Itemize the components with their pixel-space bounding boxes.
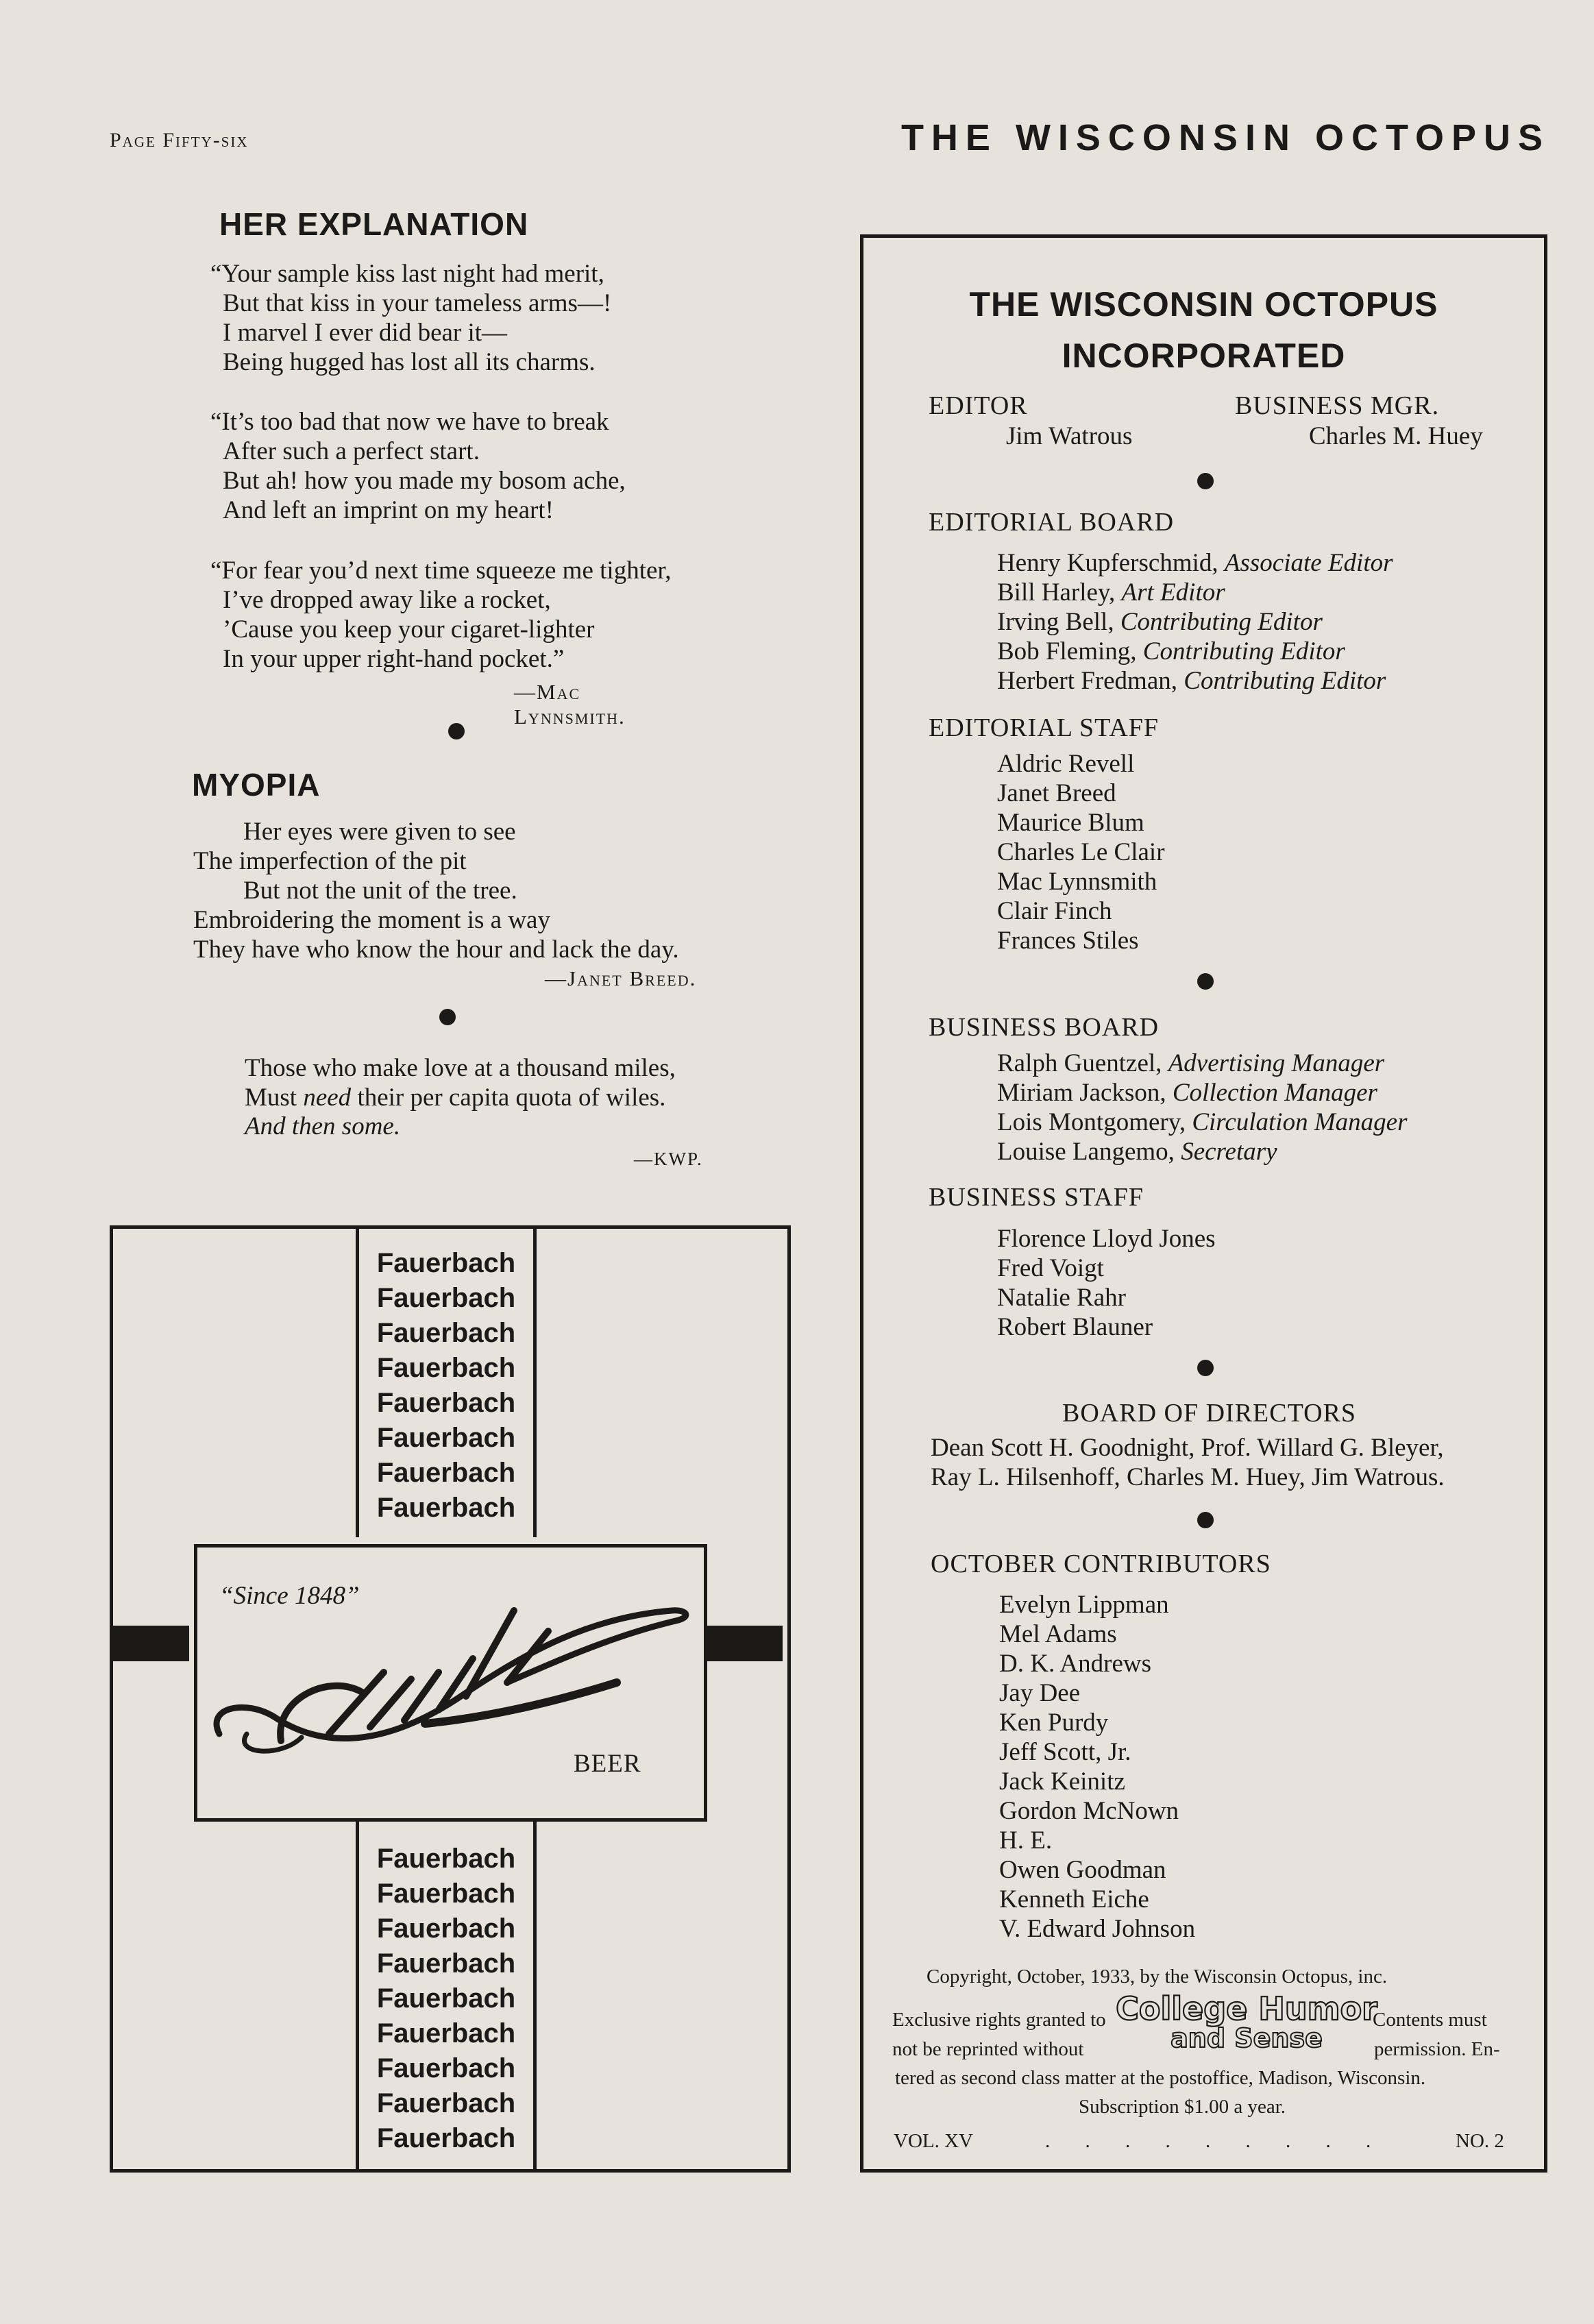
editor-label: EDITOR (929, 391, 1028, 420)
brand-word: Fauerbach (376, 2123, 516, 2153)
product-label: BEER (574, 1750, 641, 1778)
editorial-staff-heading: EDITORIAL STAFF (929, 713, 1160, 742)
poem-line: Being hugged has lost all its charms. (223, 348, 596, 376)
poem-line: Must need their per capita quota of wiles. (245, 1084, 666, 1112)
board-member: Louise Langemo, Secretary (997, 1138, 1277, 1166)
brand-stack-bottom (356, 1821, 537, 2173)
staff-member: Florence Lloyd Jones (997, 1225, 1216, 1253)
board-member: Bill Harley, Art Editor (997, 578, 1225, 607)
contributor: Jeff Scott, Jr. (999, 1738, 1131, 1766)
contributor: V. Edward Johnson (999, 1915, 1196, 1943)
fauerbach-script-logo (206, 1563, 699, 1768)
copyright-line: Copyright, October, 1933, by the Wisconsin Octopus, inc. (927, 1966, 1388, 1987)
rights-text: Exclusive rights granted to (892, 2009, 1106, 2031)
section-bullet (1197, 973, 1214, 990)
section-bullet (1197, 1512, 1214, 1528)
contributor: H. E. (999, 1826, 1053, 1855)
brand-word: Fauerbach (376, 1248, 516, 1278)
brand-word: Fauerbach (376, 1353, 516, 1383)
poem-author: —Janet Breed. (545, 966, 697, 990)
brand-word: Fauerbach (376, 1913, 516, 1944)
masthead-title: THE WISCONSIN OCTOPUS (969, 285, 1438, 323)
directors-line: Dean Scott H. Goodnight, Prof. Willard G. Bleyer, (931, 1434, 1444, 1462)
poem-line: After such a perfect start. (223, 437, 480, 465)
staff-member: Maurice Blum (997, 809, 1144, 837)
poem-line: Her eyes were given to see (243, 818, 516, 846)
brand-word: Fauerbach (376, 1423, 516, 1453)
brand-word: Fauerbach (376, 1493, 516, 1523)
poem-line: “Your sample kiss last night had merit, (210, 260, 604, 288)
contributor: Kenneth Eiche (999, 1885, 1149, 1913)
poem-title-her-explanation: HER EXPLANATION (219, 206, 529, 242)
business-staff-heading: BUSINESS STAFF (929, 1183, 1144, 1212)
logo-bar-left (110, 1626, 189, 1661)
poem-line: And left an imprint on my heart! (223, 496, 554, 524)
contributor: Jay Dee (999, 1679, 1081, 1707)
poem-line: Those who make love at a thousand miles, (245, 1054, 676, 1082)
brand-word: Fauerbach (376, 2018, 516, 2048)
issue-number: NO. 2 (1456, 2130, 1504, 2152)
page-number: Page Fifty-six (110, 129, 249, 151)
svg-text:College Humor: College Humor (1116, 1990, 1377, 2027)
staff-member: Mac Lynnsmith (997, 868, 1157, 896)
directors-line: Ray L. Hilsenhoff, Charles M. Huey, Jim Watrous. (931, 1463, 1445, 1491)
staff-member: Natalie Rahr (997, 1284, 1126, 1312)
board-member: Henry Kupferschmid, Associate Editor (997, 549, 1393, 577)
masthead-subtitle: INCORPORATED (1062, 337, 1346, 375)
section-bullet (1197, 1360, 1214, 1376)
board-member: Irving Bell, Contributing Editor (997, 608, 1323, 636)
section-bullet (439, 1009, 456, 1025)
since-tagline: “Since 1848” (219, 1582, 360, 1610)
board-member: Bob Fleming, Contributing Editor (997, 637, 1345, 665)
svg-text:and Sense: and Sense (1170, 2023, 1323, 2053)
rights-text: permission. En- (1374, 2038, 1500, 2060)
poem-line: But that kiss in your tameless arms—! (223, 289, 612, 317)
poem-line: And then some. (245, 1112, 401, 1140)
volume-leader-dots: . . . . . . . . . (1045, 2130, 1386, 2152)
poem-line: The imperfection of the pit (193, 847, 467, 875)
volume-label: VOL. XV (894, 2130, 973, 2152)
staff-member: Frances Stiles (997, 927, 1139, 955)
poem-line: I marvel I ever did bear it— (223, 319, 508, 347)
brand-word: Fauerbach (376, 1879, 516, 1909)
brand-stack-top (356, 1225, 537, 1537)
poem-line: But ah! how you made my bosom ache, (223, 467, 626, 495)
contributor: Mel Adams (999, 1620, 1117, 1648)
magazine-title: THE WISCONSIN OCTOPUS (900, 117, 1550, 158)
subscription-text: Subscription $1.00 a year. (1079, 2096, 1286, 2118)
contributor: Owen Goodman (999, 1856, 1166, 1884)
staff-member: Clair Finch (997, 897, 1112, 925)
poem-line: But not the unit of the tree. (243, 877, 517, 905)
entry-text: tered as second class matter at the postoffice, Madison, Wisconsin. (895, 2067, 1426, 2089)
poem-line: I’ve dropped away like a rocket, (223, 586, 551, 614)
brand-word: Fauerbach (376, 1283, 516, 1313)
poem-author: —KWP. (634, 1149, 703, 1169)
editorial-board-heading: EDITORIAL BOARD (929, 508, 1175, 537)
contributor: Gordon McNown (999, 1797, 1179, 1825)
section-bullet (1197, 473, 1214, 489)
contributor: Ken Purdy (999, 1709, 1109, 1737)
staff-member: Janet Breed (997, 779, 1116, 807)
brand-word: Fauerbach (376, 1318, 516, 1348)
contributors-heading: OCTOBER CONTRIBUTORS (931, 1550, 1271, 1578)
brand-word: Fauerbach (376, 1458, 516, 1488)
brand-word: Fauerbach (376, 1948, 516, 1979)
business-board-heading: BUSINESS BOARD (929, 1013, 1160, 1042)
directors-heading: BOARD OF DIRECTORS (1062, 1399, 1357, 1428)
brand-word: Fauerbach (376, 2053, 516, 2083)
rights-text: not be reprinted without (892, 2038, 1084, 2060)
poem-line: Embroidering the moment is a way (193, 906, 550, 934)
brand-word: Fauerbach (376, 2088, 516, 2118)
poem-line: “For fear you’d next time squeeze me tighter, (210, 556, 672, 585)
contributor: Evelyn Lippman (999, 1591, 1169, 1619)
board-member: Ralph Guentzel, Advertising Manager (997, 1049, 1385, 1077)
staff-member: Aldric Revell (997, 750, 1135, 778)
brand-word: Fauerbach (376, 1388, 516, 1418)
brand-word: Fauerbach (376, 1844, 516, 1874)
board-member: Lois Montgomery, Circulation Manager (997, 1108, 1408, 1136)
poem-line: ’Cause you keep your cigaret-lighter (223, 615, 595, 644)
poem-line: “It’s too bad that now we have to break (210, 408, 609, 436)
poem-title-myopia: MYOPIA (192, 767, 321, 803)
staff-member: Fred Voigt (997, 1254, 1104, 1282)
section-bullet (448, 723, 465, 739)
staff-member: Charles Le Clair (997, 838, 1165, 866)
staff-member: Robert Blauner (997, 1313, 1153, 1341)
business-manager-name: Charles M. Huey (1309, 422, 1483, 450)
contributor: Jack Keinitz (999, 1768, 1125, 1796)
contributor: D. K. Andrews (999, 1650, 1151, 1678)
board-member: Miriam Jackson, Collection Manager (997, 1079, 1377, 1107)
brand-word: Fauerbach (376, 1983, 516, 2014)
poem-author: —Mac Lynnsmith. (514, 680, 626, 729)
poem-line: In your upper right-hand pocket.” (223, 645, 565, 673)
business-manager-label: BUSINESS MGR. (1235, 391, 1440, 420)
editor-name: Jim Watrous (1006, 422, 1133, 450)
rights-text: Contents must (1373, 2009, 1487, 2031)
board-member: Herbert Fredman, Contributing Editor (997, 667, 1386, 695)
poem-line: They have who know the hour and lack the day. (193, 935, 679, 964)
college-humor-logo (1116, 1990, 1377, 2053)
